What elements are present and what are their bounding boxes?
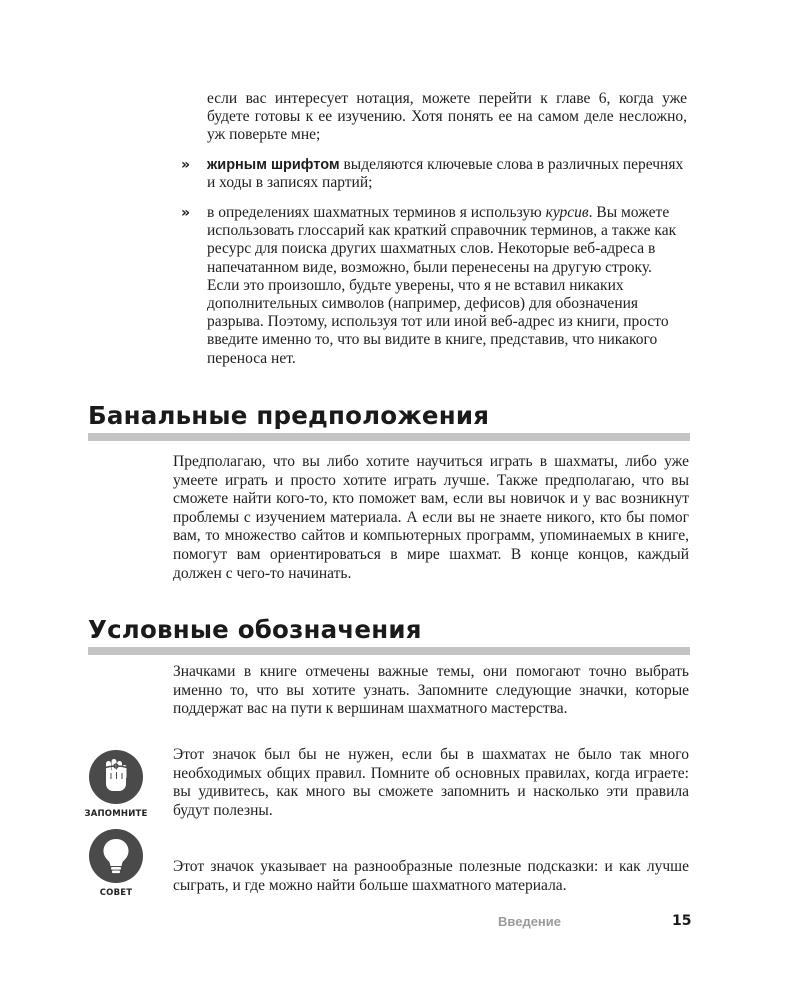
bullet-italic-terms [181,204,687,368]
bullet-bold-font [181,156,687,192]
lightbulb-icon [89,829,143,883]
bullet-rest: . Вы можете использовать глоссарий как краткий справочник терминов, а также как ресурс для поиска других шахматных слов. Некоторые веб-адреса в напечатанном виде, возможно, были перенесены на другую строку. Если это произошло, будьте уверены, что я не вставил никаких дополнительных символов (например, дефисов) для обозначения разрыва. Поэтому, используя тот или иной веб-адрес из книги, просто введите именно то, что вы видите в книге, представив, что никакого переноса нет. [207,204,677,367]
assumptions-paragraph [173,453,689,583]
icon-label: ЗАПОМНИТЕ [84,809,148,819]
bullet-text [207,156,687,192]
remember-icon-block [80,750,152,819]
paragraph-text: Этот значок указывает на разнообразные полезные подсказки: и как лучше сыграть, и где можно найти больше шахматного материала. [173,858,689,894]
paragraph-text: Значками в книге отмечены важные темы, они помогают точно выбрать именно то, что вы хотите узнать. Запомните следующие значки, которые поддержат вас на пути к вершинам шахматного мастерства. [173,663,689,718]
section-heading-assumptions [88,401,690,441]
bullet-lead: в определениях шахматных терминов я использую [207,204,546,221]
bold-term: жирным шрифтом [207,157,340,173]
section-title: Банальные предположения [88,401,490,430]
paragraph-text: Предполагаю, что вы либо хотите научиться играть в шахматы, либо уже умеете играть и просто хотите играть лучше. Также предполагаю, что вы сможете найти кого-то, кто поможет вам, если вы новичок и у вас возникнут проблемы с изучением материала. А если вы не знаете никого, кто бы помог вам, то множество сайтов и компьютерных программ, упоминаемых в книге, помогут вам ориентироваться в мире шахмат. В конце концов, каждый должен с чего-то начинать. [173,453,689,582]
icons-intro-paragraph [173,663,689,719]
bullet-rest: выделяются ключевые слова в различных перечнях и ходы в записях партий; [207,156,684,192]
page-number: 15 [672,913,692,929]
section-heading-icons [88,615,690,655]
icon-label: СОВЕТ [99,888,133,898]
intro-continuation [207,90,687,145]
bullet-marker: » [181,205,191,221]
running-footer-section: Введение [498,914,561,929]
section-title: Условные обозначения [88,615,422,644]
heading-rule [88,647,690,655]
heading-rule [88,433,690,441]
tip-paragraph [173,858,689,895]
intro-paragraph: если вас интересует нотация, можете перейти к главе 6, когда уже будете готовы к ее изучению. Хотя понять ее на самом деле несложно, уж поверьте мне; [207,90,687,144]
remember-paragraph [173,746,689,820]
bullet-text [207,204,687,368]
finger-string-icon [89,750,143,804]
tip-icon-block [80,829,152,898]
paragraph-text: Этот значок был бы не нужен, если бы в шахматах не было так много необходимых общих правил. Помните об основных правилах, когда играете: вы удивитесь, как много вы сможете запомнить и насколько эти правила будут полезны. [173,746,689,819]
bullet-marker: » [181,157,191,173]
italic-term: курсив [545,204,589,221]
